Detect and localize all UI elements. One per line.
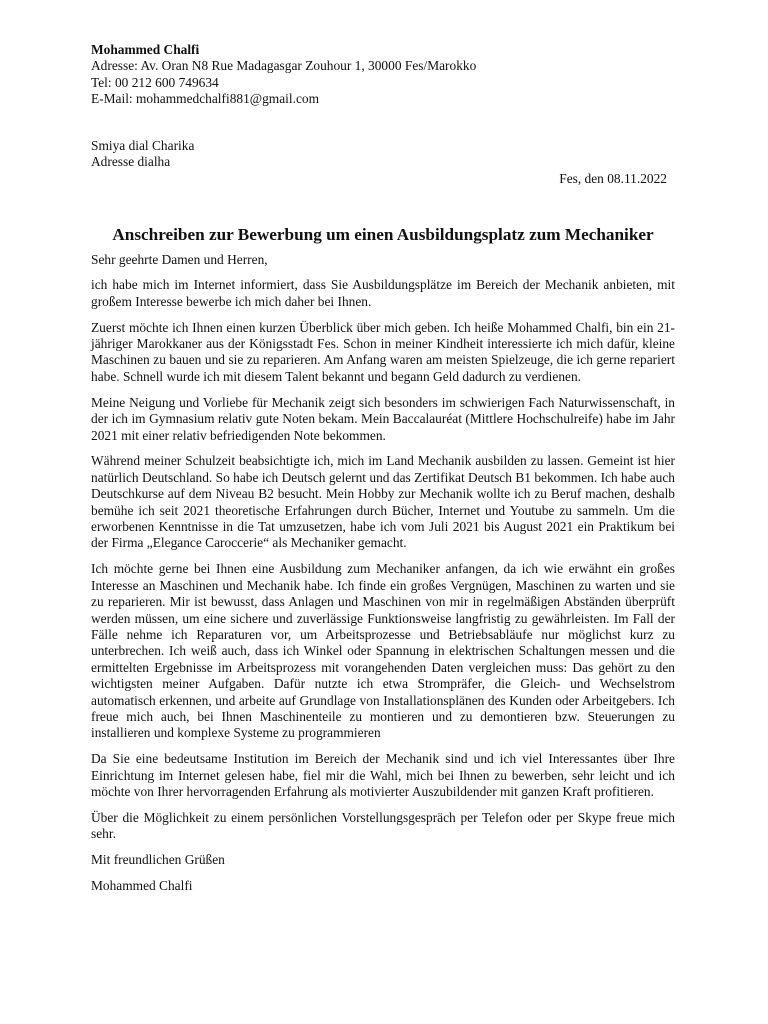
letter-subject: Anschreiben zur Bewerbung um einen Ausbildungsplatz zum Mechaniker [112, 224, 654, 244]
signature: Mohammed Chalfi [91, 878, 193, 894]
paragraph-institution: Da Sie eine bedeutsame Institution im Bereich der Mechanik sind und ich viel Interessantes über Ihre Einrichtung im Internet gelesen habe, fiel mir die Wahl, mich bei Ihnen zu bewerben, sehr leicht und ich möchte von Ihrer hervorragenden Erfahrung als motivierter Auszubildender mit ganzen Kraft profitieren. [91, 751, 675, 800]
salutation: Sehr geehrte Damen und Herren, [91, 251, 268, 267]
recipient-address: Adresse dialha [91, 154, 171, 170]
sender-phone: Tel: 00 212 600 749634 [91, 74, 219, 90]
paragraph-intro: ich habe mich im Internet informiert, dass Sie Ausbildungsplätze im Bereich der Mechanik anbieten, mit großem Interesse bewerbe ich mich daher bei Ihnen. [91, 277, 675, 309]
recipient-name: Smiya dial Charika [91, 137, 195, 153]
paragraph-motivation: Ich möchte gerne bei Ihnen eine Ausbildung zum Mechaniker anfangen, da ich wie erwähnt ein großes Interesse an Maschinen und Mechanik habe. Ich finde ein großes Vergnügen, Maschinen zu warten und sie zu reparieren. Mir ist bewusst, dass Anlagen und Maschinen von mir in regelmäßigen Abständen überprüft werden müssen, um eine sichere und zuverlässige Funktionsweise langfristig zu gewährleisten. Im Fall der Fälle nehme ich Reparaturen vor, um Arbeitsprozesse und Betriebsabläufe nur möglichst kurz zu unterbrechen. Ich weiß auch, dass ich Winkel oder Spannung in elektrischen Schaltungen messen und die ermittelten Ergebnisse im Arbeitsprozess mit vorangehenden Daten vergleichen muss: Das gehört zu den wichtigsten meiner Aufgaben. Dafür nutzte ich etwa Strompräfer, die Gleich- und Wechselstrom automatisch erkennen, und arbeite auf Grundlage von Installationsplänen des Kunden oder Arbeitgebers. Ich freue mich auch, bei Ihnen Maschinenteile zu montieren und zu demontieren bzw. Steuerungen zu installieren und komplexe Systeme zu programmieren [91, 561, 675, 741]
closing: Mit freundlichen Grüßen [91, 852, 225, 868]
sender-address: Adresse: Av. Oran N8 Rue Madagasgar Zouhour 1, 30000 Fes/Marokko [91, 58, 477, 74]
sender-name: Mohammed Chalfi [91, 42, 200, 57]
recipient-block [91, 138, 675, 171]
paragraph-interview: Über die Möglichkeit zu einem persönlichen Vorstellungsgespräch per Telefon oder per Skype freue mich sehr. [91, 810, 675, 842]
letter-page [91, 42, 675, 895]
sender-email: E-Mail: mohammedchalfi881@gmail.com [91, 91, 320, 107]
letter-date: Fes, den 08.11.2022 [559, 171, 667, 187]
sender-block [91, 42, 675, 108]
paragraph-experience: Während meiner Schulzeit beabsichtigte ich, mich im Land Mechanik ausbilden zu lassen. Gemeint ist hier natürlich Deutschland. So habe ich Deutsch gelernt und das Zertifikat Deutsch B1 bekommen. Ich habe auch Deutschkurse auf dem Niveau B2 besucht. Mein Hobby zur Mechanik wollte ich zu Beruf machen, deshalb bemühe ich seit 2021 theoretische Erfahrungen durch Bücher, Internet und Youtube zu sammeln. Um die erworbenen Kenntnisse in die Tat umzusetzen, habe ich vom Juli 2021 bis August 2021 ein Praktikum bei der Firma „Elegance Caroccerie“ als Mechaniker gemacht. [91, 453, 675, 551]
paragraph-about-me: Zuerst möchte ich Ihnen einen kurzen Überblick über mich geben. Ich heiße Mohammed Chalfi, bin ein 21-jähriger Marokkaner aus der Königsstadt Fes. Schon in meiner Kindheit interessierte ich mich dafür, kleine Maschinen zu bauen und sie zu reparieren. Am Anfang waren am meisten Spielzeuge, die ich gerne repariert habe. Schnell wurde ich mit diesem Talent bekannt und begann Geld dadurch zu verdienen. [91, 319, 675, 384]
paragraph-education: Meine Neigung und Vorliebe für Mechanik zeigt sich besonders im schwierigen Fach Naturwissenschaft, in der ich im Gymnasium relativ gute Noten bekam. Mein Baccalauréat (Mittlere Hochschulreife) habe im Jahr 2021 mit einer relativ befriedigenden Note bekommen. [91, 394, 675, 443]
